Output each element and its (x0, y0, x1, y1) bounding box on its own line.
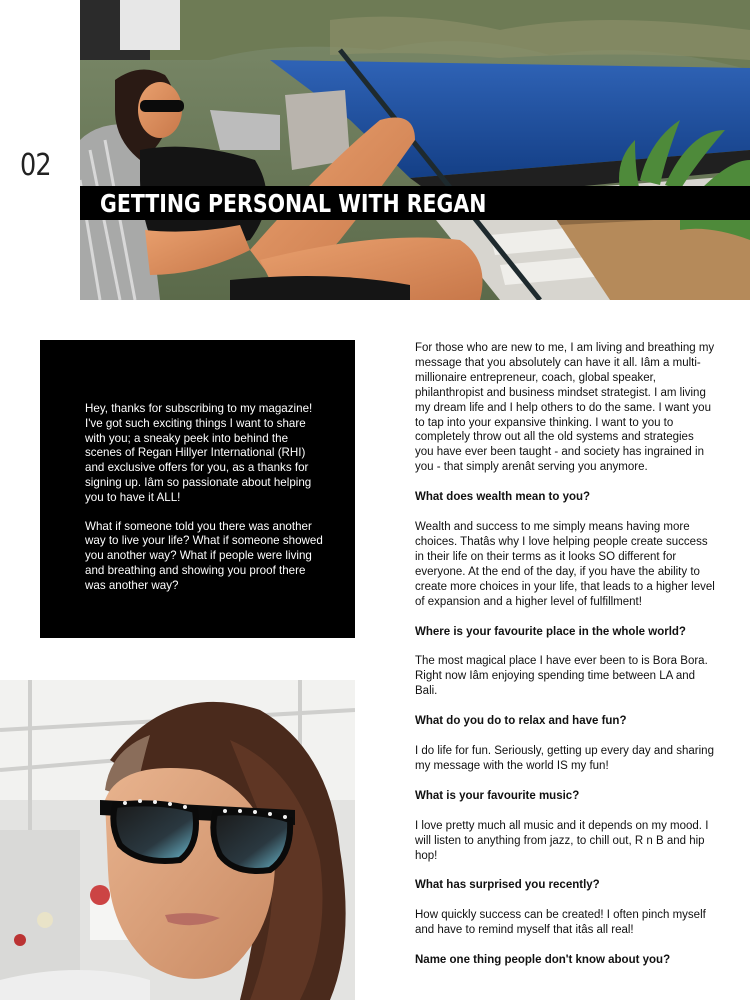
section-title-bar (80, 186, 750, 220)
intro-text (85, 402, 325, 608)
article-opening: For those who are new to me, I am living and breathing my message that you absolutely can have it all. Iâm a multi-millionaire entrepreneur, coach, global speaker, philanthropist and business mindset strategist. I am living my dream life and I help others to do the same. I want you to tap into your expansive thinking. I want to you to completely throw out all the old systems and strategies you have ever been taught - and society has ingrained in you - that simply arenât serving you anymore. (415, 342, 715, 474)
portrait-photo-illustration (0, 680, 355, 1000)
answer-wealth: Wealth and success to me simply means having more choices. Thatâs why I love helping people create success in their life on their terms as it looks SO different for everyone. At the end of the day, if you have the ability to create more choices in your life, that leads to a higher level of expansion and a higher level of fulfillment! (415, 521, 715, 608)
section-title: GETTING PERSONAL WITH REGAN (100, 189, 487, 218)
answer-music: I love pretty much all music and it depends on my mood. I will listen to anything from jazz, to chill out, R n B and hip hop! (415, 819, 709, 862)
intro-box (40, 340, 355, 638)
article-column (415, 341, 715, 983)
hero-photo (80, 0, 750, 300)
portrait-photo (0, 680, 355, 1000)
question-relax: What do you do to relax and have fun? (415, 715, 627, 728)
question-favourite-place: Where is your favourite place in the whole world? (415, 625, 686, 638)
question-music: What is your favourite music? (415, 789, 580, 802)
question-unknown-fact: Name one thing people don't know about you? (415, 954, 671, 967)
intro-paragraph-2: What if someone told you there was another way to live your life? What if someone showed you another way? What if people were living and breathing and showing you proof there was another way? (85, 519, 323, 592)
page-number: 02 (20, 148, 51, 183)
intro-paragraph-1: Hey, thanks for subscribing to my magazine! I've got such exciting things I want to share with you; a sneaky peek into behind the scenes of Regan Hillyer International (RHI) and exclusive offers for you, as a thanks for signing up. Iâm so passionate about helping you to have it ALL! (85, 402, 313, 504)
answer-surprised: How quickly success can be created! I often pinch myself and have to remind myself that itâs all real! (415, 909, 706, 937)
question-wealth: What does wealth mean to you? (415, 491, 591, 504)
question-surprised: What has surprised you recently? (415, 879, 600, 892)
hero-photo-illustration (80, 0, 750, 300)
answer-favourite-place: The most magical place I have ever been to is Bora Bora. Right now Iâm enjoying spending time between LA and Bali. (415, 655, 708, 698)
answer-relax: I do life for fun. Seriously, getting up every day and sharing my message with the world IS my fun! (415, 745, 714, 772)
